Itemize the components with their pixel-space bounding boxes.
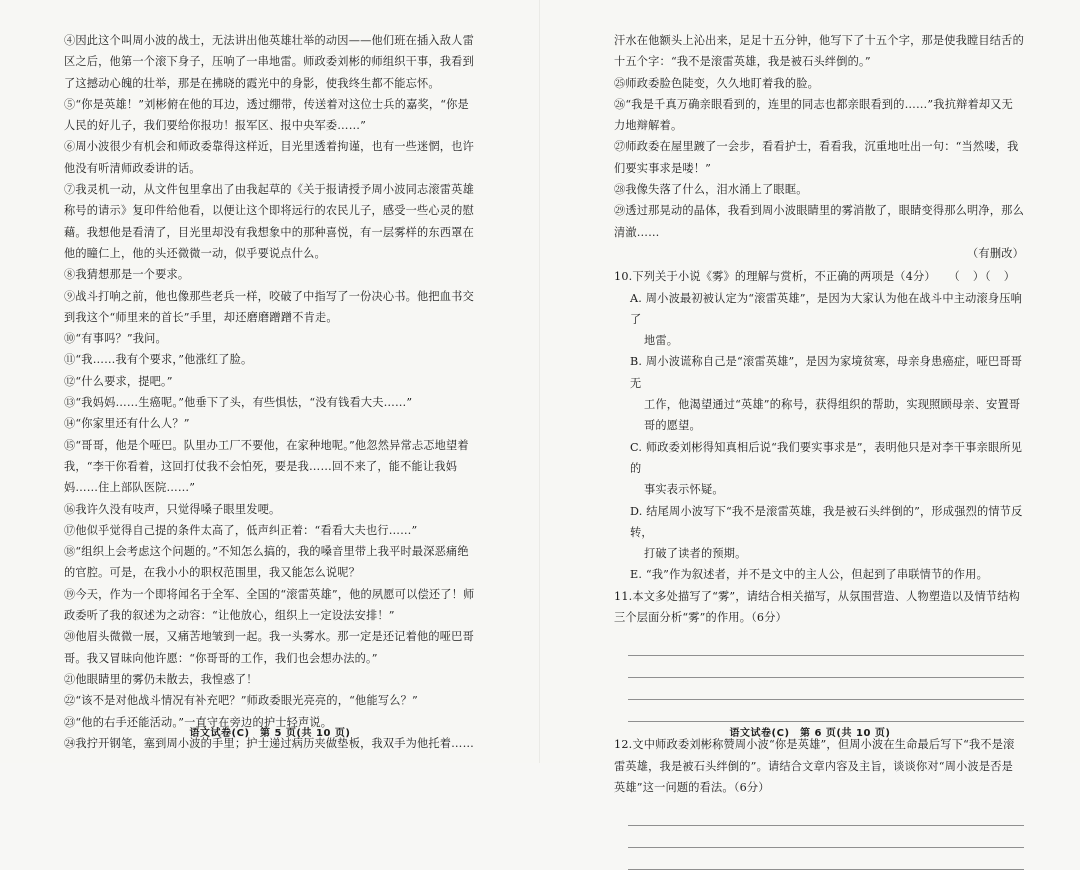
story-paragraph: ⑯我许久没有吱声，只觉得嗓子眼里发哽。 [64, 502, 281, 516]
story-paragraph: ⑱“组织上会考虑这个问题的。”不知怎么搞的，我的嗓音里带上我平时最深恶痛绝的官腔。可是，在我小小的职权范围里，我又能怎么说呢？ [64, 545, 469, 580]
question-11-stem: 11.本文多处描写了“雾”，请结合相关描写，从氛围营造、人物塑造以及情节结构三个层面分析“雾”的作用。（6分） [614, 589, 1021, 625]
answer-line[interactable] [628, 804, 1024, 826]
question-10-options [614, 288, 1024, 586]
story-paragraph: ㉑他眼睛里的雾仍未散去，我惶惑了！ [64, 672, 258, 686]
page-footer-left: 语文试卷(C) 第 5 页(共 10 页) [189, 728, 351, 739]
answer-line[interactable] [628, 634, 1024, 656]
story-paragraph: ㉒“该不是对他战斗情况有补充吧？”师政委眼光亮亮的，“他能写么？” [64, 694, 418, 708]
story-paragraph: ⑦我灵机一动，从文件包里拿出了由我起草的《关于报请授予周小波同志滚雷英雄称号的请示》复印件给他看，以便让这个即将远行的农民儿子，感受一些心灵的慰藉。我想他是看清了，目光里却没有我想象中的那种喜悦，有一层雾样的东西罩在他的瞳仁上，他的头还微微一动，似乎要说点什么。 [64, 183, 474, 260]
answer-brackets[interactable]: （ ）（ ） [948, 270, 1016, 284]
answer-line[interactable] [628, 656, 1024, 678]
option-continuation: 事实表示怀疑。 [644, 483, 724, 497]
story-paragraph: ㉓“他的右手还能活动。”一直守在旁边的护士轻声说。 [64, 715, 333, 729]
page-footer-right: 语文试卷(C) 第 6 页(共 10 页) [729, 728, 891, 739]
story-text-left [64, 30, 478, 754]
story-paragraph: ⑨战斗打响之前，他也像那些老兵一样，咬破了中指写了一份决心书。他把血书交到我这个“师里来的首长”手里，却还磨磨蹭蹭不肯走。 [64, 289, 474, 324]
story-paragraph: ㉖“我是千真万确亲眼看到的，连里的同志也都亲眼看到的……”我抗辩着却又无力地辩解着。 [614, 97, 1014, 133]
story-paragraph: ⑰他似乎觉得自己提的条件太高了，低声纠正着：“看看大夫也行……” [64, 523, 418, 537]
story-paragraph: 汗水在他额头上沁出来，足足十五分钟，他写下了十五个字，那是使我瞠目结舌的十五个字：“我不是滚雷英雄，我是被石头绊倒的。” [614, 34, 1024, 69]
option-continuation: 地雷。 [644, 334, 679, 348]
question-10 [614, 266, 1024, 585]
story-paragraph: ⑫“什么要求，提吧。” [64, 374, 173, 388]
option-continuation: 打破了读者的预期。 [644, 547, 747, 561]
story-paragraph: ⑭“你家里还有什么人？” [64, 417, 190, 431]
page-6 [540, 0, 1080, 794]
question-12 [614, 734, 1024, 870]
answer-line[interactable] [628, 678, 1024, 700]
question-12-stem: 12.文中师政委刘彬称赞周小波“你是英雄”，但周小波在生命最后写下“我不是滚雷英雄，我是被石头绊倒的”。请结合文章内容及主旨，谈谈你对“周小波是否是英雄”这一问题的看法。（6分） [614, 738, 1015, 794]
story-text-right [614, 30, 1024, 243]
story-paragraph: ⑤“你是英雄！”刘彬俯在他的耳边，透过绷带，传送着对这位士兵的嘉奖，“你是人民的好儿子，我们要给你报功！报军区、报中央军委……” [64, 97, 469, 133]
option-d: D. 结尾周小波写下“我不是滚雷英雄，我是被石头绊倒的”，形成强烈的情节反转， [630, 504, 1023, 539]
story-paragraph: ⑳他眉头微微一展，又痛苦地皱到一起。我一头雾水。那一定是还记着他的哑巴哥哥。我又冒昧向他许愿：“你哥哥的工作，我们也会想办法的。” [64, 630, 474, 665]
story-paragraph: ㉔我拧开钢笔，塞到周小波的手里；护士递过病历夹做垫板，我双手为他托着…… [64, 736, 474, 750]
story-paragraph: ⑥周小波很少有机会和师政委靠得这样近，目光里透着拘谨，也有一些迷惘，也许他没有听清师政委讲的话。 [64, 140, 474, 175]
option-a: A. 周小波最初被认定为“滚雷英雄”，是因为大家认为他在战斗中主动滚身压响了 [630, 291, 1023, 326]
source-note: （有删改） [967, 246, 1024, 260]
option-b: B. 周小波谎称自己是“滚雷英雄”，是因为家境贫寒，母亲身患癌症，哑巴哥哥无 [630, 355, 1023, 390]
answer-lines-12[interactable] [614, 804, 1024, 870]
story-paragraph: ⑩“有事吗？”我问。 [64, 332, 167, 346]
answer-line[interactable] [628, 700, 1024, 722]
option-continuation: 工作，他渴望通过“英雄”的称号，获得组织的帮助，实现照顾母亲、安置哥哥的愿望。 [644, 398, 1021, 433]
story-paragraph: ⑧我猜想那是一个要求。 [64, 268, 190, 282]
option-c: C. 师政委刘彬得知真相后说“我们要实事求是”，表明他只是对李干事亲眼所见的 [630, 440, 1023, 475]
option-e: E. “我”作为叙述者，并不是文中的主人公，但起到了串联情节的作用。 [630, 568, 988, 582]
question-10-stem: 10.下列关于小说《雾》的理解与赏析，不正确的两项是（4分） [614, 270, 936, 284]
story-and-questions-right [614, 30, 1024, 870]
answer-line[interactable] [628, 826, 1024, 848]
page-5 [0, 0, 540, 763]
story-paragraph: ㉙透过那晃动的晶体，我看到周小波眼睛里的雾消散了，眼睛变得那么明净，那么清澈…… [614, 204, 1024, 239]
story-paragraph: ⑲今天，作为一个即将闻名于全军、全国的“滚雷英雄”，他的夙愿可以偿还了！师政委听了我的叙述为之动容：“让他放心，组织上一定设法安排！” [64, 587, 475, 623]
answer-line[interactable] [628, 848, 1024, 870]
question-11 [614, 586, 1024, 723]
story-paragraph: ㉕师政委脸色陡变，久久地盯着我的脸。 [614, 76, 819, 90]
story-paragraph: ④因此这个叫周小波的战士，无法讲出他英雄壮举的动因——他们班在插入敌人雷区之后，他第一个滚下身子，压响了一串地雷。师政委刘彬的师组织干事，我看到了这撼动心魄的壮举，那是在拂晓的霞光中的身影，使我终生都不能忘怀。 [64, 34, 474, 90]
story-paragraph: ⑬“我妈妈……生癌呢。”他垂下了头，有些惧怯，“没有钱看大夫……” [64, 396, 413, 410]
story-paragraph: ⑪“我……我有个要求，”他涨红了脸。 [64, 353, 253, 367]
story-paragraph: ⑮“哥哥，他是个哑巴。队里办工厂不要他，在家种地呢。”他忽然异常忐忑地望着我，“李干你看着，这回打仗我不会怕死，要是我……回不来了，能不能让我妈妈……住上部队医院……” [64, 438, 469, 495]
story-paragraph: ㉗师政委在屋里踱了一会步，看看护士，看看我，沉重地吐出一句：“当然喽，我们要实事求是喽！” [614, 140, 1019, 175]
answer-lines-11[interactable] [614, 634, 1024, 722]
story-paragraph: ㉘我像失落了什么，泪水涌上了眼眶。 [614, 183, 808, 197]
